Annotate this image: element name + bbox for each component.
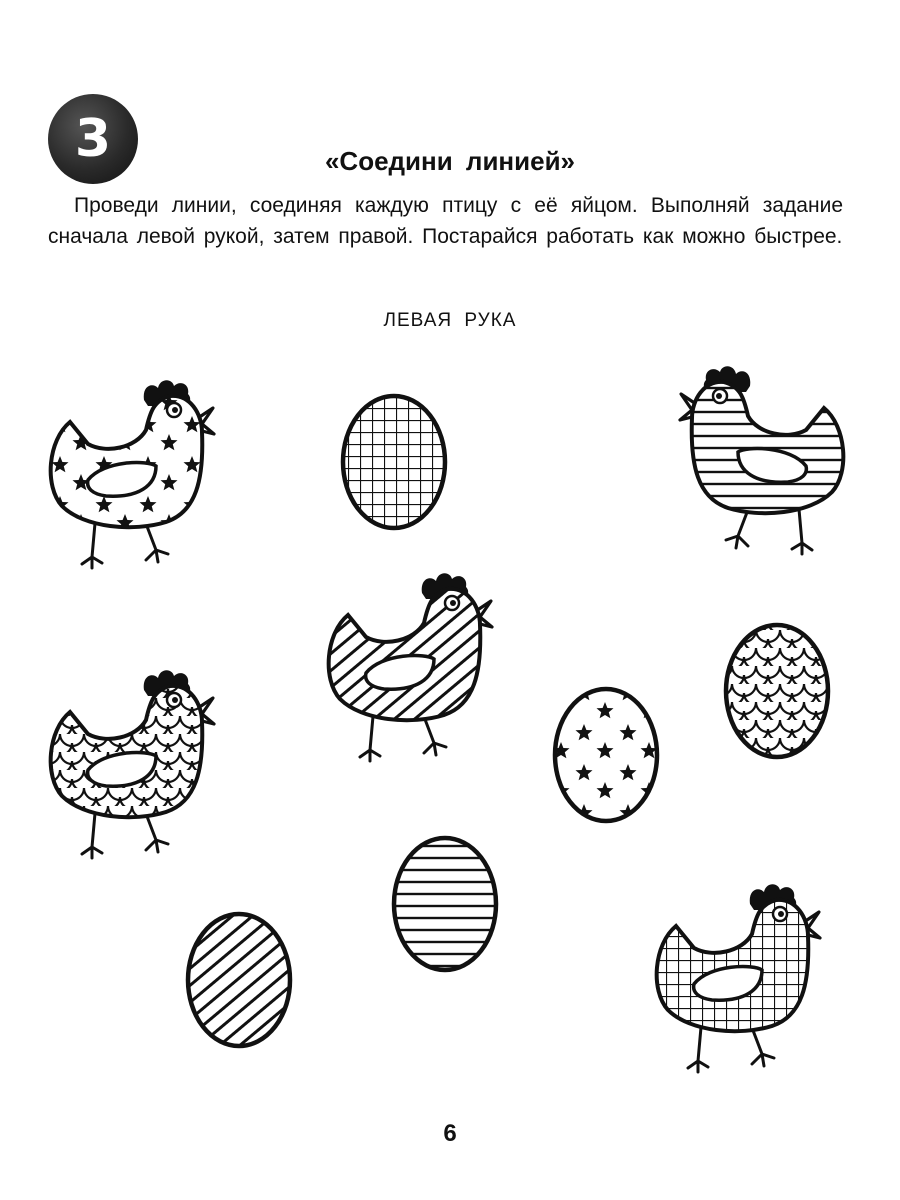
page-number: 6 xyxy=(443,1120,457,1147)
hen-diagonal-stripes xyxy=(329,573,492,761)
egg-scales xyxy=(726,625,828,757)
task-instructions: Проведи линии, соединяя каждую птицу с её яйцом. Выполняй задание сначала левой рукой, затем правой. Постарайся работать как можно быстрее. xyxy=(48,194,843,248)
hen-scales xyxy=(51,670,214,858)
hen-horizontal-stripes xyxy=(680,366,843,554)
egg-grid xyxy=(343,396,445,528)
egg-diagonal-stripes xyxy=(188,914,290,1046)
section-label-left-hand: ЛЕВАЯ РУКА xyxy=(383,310,517,331)
task-number: 3 xyxy=(74,109,112,169)
hen-stars xyxy=(51,380,214,568)
egg-horizontal-stripes xyxy=(394,838,496,970)
egg-stars xyxy=(555,689,657,821)
task-title: «Соедини линией» xyxy=(324,146,576,176)
hen-grid xyxy=(657,884,820,1072)
